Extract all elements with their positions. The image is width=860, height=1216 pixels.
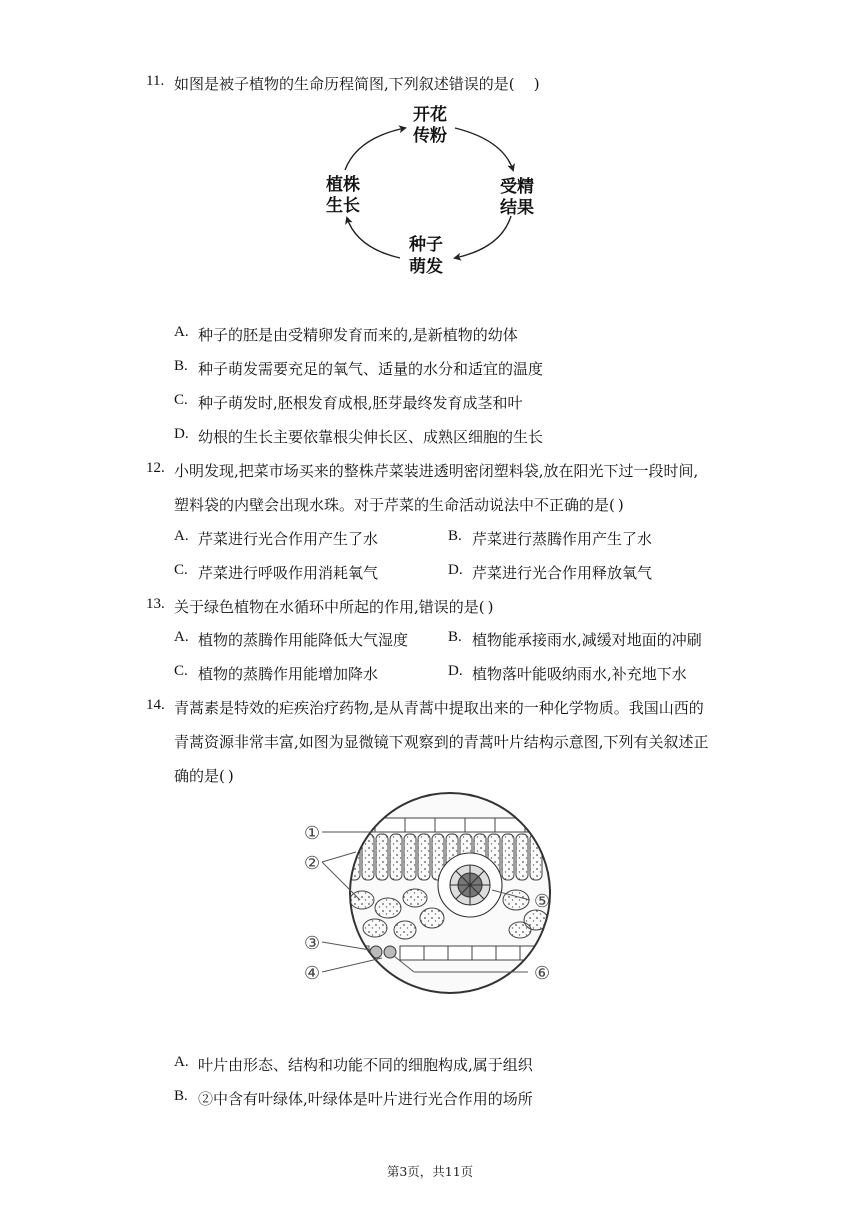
cycle-arrow-bottom-right — [455, 216, 511, 258]
option-letter: B. — [174, 1088, 188, 1104]
stage-right-line2: 结果 — [500, 198, 534, 218]
option-text: 植物的蒸腾作用能降低大气湿度 — [198, 631, 409, 649]
option-letter: B. — [174, 358, 188, 374]
option-text: 种子萌发时,胚根发育成根,胚芽最终发育成茎和叶 — [198, 394, 523, 412]
option-text: 芹菜进行光合作用产生了水 — [198, 530, 379, 548]
cycle-arrow-bottom-left — [347, 218, 400, 258]
question-stem-line: 确的是( ) — [174, 767, 234, 785]
leaf-cross-section-diagram — [290, 790, 580, 1000]
figure-label-3: ③ — [304, 933, 321, 954]
cycle-arrow-top-right — [455, 128, 513, 170]
option-letter: B. — [448, 629, 462, 645]
figure-label-2: ② — [304, 853, 321, 874]
option-text: 芹菜进行光合作用释放氧气 — [472, 564, 653, 582]
question-number: 12. — [146, 460, 165, 476]
option-letter: C. — [174, 663, 188, 679]
stage-bottom-line2: 萌发 — [409, 257, 443, 277]
option-letter: D. — [448, 663, 463, 679]
question-stem-line: 青蒿资源非常丰富,如图为显微镜下观察到的青蒿叶片结构示意图,下列有关叙述正 — [174, 733, 709, 751]
question-number: 14. — [146, 697, 165, 713]
option-letter: D. — [448, 562, 463, 578]
stage-bottom-line1: 种子 — [409, 235, 443, 255]
option-letter: C. — [174, 392, 188, 408]
option-letter: A. — [174, 528, 189, 544]
question-number: 13. — [146, 596, 165, 612]
option-text: 叶片由形态、结构和功能不同的细胞构成,属于组织 — [198, 1056, 533, 1074]
stage-top-line1: 开花 — [413, 105, 447, 125]
question-stem-line: 青蒿素是特效的疟疾治疗药物,是从青蒿中提取出来的一种化学物质。我国山西的 — [174, 699, 704, 717]
option-letter: A. — [174, 1054, 189, 1070]
question-number: 11. — [146, 73, 165, 89]
figure-label-1: ① — [304, 823, 321, 844]
stage-right-line1: 受精 — [500, 177, 534, 197]
question-stem-line: 塑料袋的内壁会出现水珠。对于芹菜的生命活动说法中不正确的是( ) — [174, 496, 624, 514]
question-stem: 如图是被子植物的生命历程简图,下列叙述错误的是( ) — [174, 75, 540, 93]
cycle-arrow-top-left — [345, 128, 405, 170]
option-text: 植物能承接雨水,减缓对地面的冲刷 — [472, 631, 702, 649]
option-text: 植物的蒸腾作用能增加降水 — [198, 665, 379, 683]
option-text: 植物落叶能吸纳雨水,补充地下水 — [472, 665, 687, 683]
option-text: 种子萌发需要充足的氧气、适量的水分和适宜的温度 — [198, 360, 544, 378]
option-text: ②中含有叶绿体,叶绿体是叶片进行光合作用的场所 — [198, 1090, 533, 1108]
option-letter: B. — [448, 528, 462, 544]
figure-label-4: ④ — [304, 963, 321, 984]
option-letter: A. — [174, 324, 189, 340]
question-stem-line: 小明发现,把菜市场买来的整株芹菜装进透明密闭塑料袋,放在阳光下过一段时间, — [174, 462, 699, 480]
option-letter: D. — [174, 426, 189, 442]
figure-label-6: ⑥ — [534, 963, 551, 984]
option-letter: C. — [174, 562, 188, 578]
stage-left-line1: 植株 — [326, 175, 360, 195]
stage-top-line2: 传粉 — [413, 126, 447, 146]
question-stem: 关于绿色植物在水循环中所起的作用,错误的是( ) — [174, 598, 494, 616]
option-text: 芹菜进行蒸腾作用产生了水 — [472, 530, 653, 548]
option-text: 种子的胚是由受精卵发育而来的,是新植物的幼体 — [198, 326, 518, 344]
figure-label-5: ⑤ — [534, 891, 551, 912]
plant-life-cycle-diagram — [305, 98, 565, 284]
option-text: 幼根的生长主要依靠根尖伸长区、成熟区细胞的生长 — [198, 428, 544, 446]
stage-left-line2: 生长 — [326, 196, 360, 216]
page-footer: 第3页，共11页 — [386, 1164, 474, 1179]
option-text: 芹菜进行呼吸作用消耗氧气 — [198, 564, 379, 582]
option-letter: A. — [174, 629, 189, 645]
